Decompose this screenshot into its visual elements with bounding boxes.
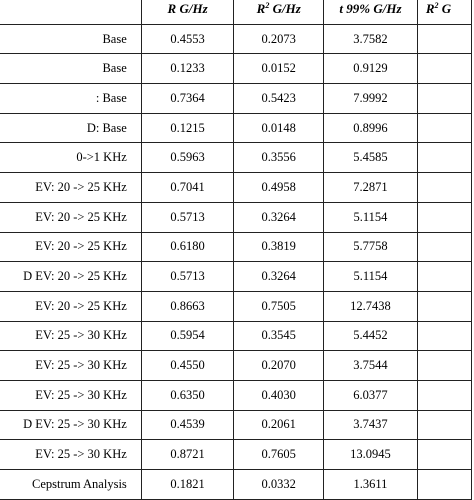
r-squared-value-cell <box>234 173 324 203</box>
r-squared-value-cell <box>234 24 324 54</box>
row-label-text: EV: 25 -> 30 KHz <box>35 328 127 343</box>
t-99-value-cell <box>324 232 418 262</box>
r-value-cell <box>141 84 234 114</box>
r-squared-value-text: 0.3819 <box>261 239 296 254</box>
cut-off-cell <box>417 291 471 321</box>
row-label-cell <box>0 143 141 173</box>
t-99-value-cell <box>324 351 418 381</box>
r-squared-value-cell <box>234 380 324 410</box>
row-label-text: Cepstrum Analysis <box>31 476 127 491</box>
t-99-value-text: 1.3611 <box>353 476 388 491</box>
header-r: R G/Hz <box>141 0 234 24</box>
row-label-text: 0->1 KHz <box>76 150 127 165</box>
t-99-value-text: 5.4452 <box>353 328 388 343</box>
row-label-text: : Base <box>95 90 127 105</box>
row-label-text: EV: 25 -> 30 KHz <box>35 447 127 462</box>
table-row <box>0 262 472 292</box>
cut-off-cell <box>417 173 471 203</box>
cut-off-cell <box>417 232 471 262</box>
row-label-text: EV: 20 -> 25 KHz <box>35 209 127 224</box>
cut-off-cell <box>417 380 471 410</box>
row-label-cell <box>0 321 141 351</box>
r-value-text: 0.6180 <box>170 239 205 254</box>
header-r-squared-cut-unit: G <box>438 1 452 17</box>
r-squared-value-cell <box>234 410 324 440</box>
row-label-cell <box>0 202 141 232</box>
r-value-cell <box>141 232 234 262</box>
t-99-value-cell <box>324 470 418 500</box>
r-value-cell <box>141 262 234 292</box>
r-value-cell <box>141 380 234 410</box>
r-squared-value-cell <box>234 291 324 321</box>
r-value-cell <box>141 202 234 232</box>
r-squared-value-text: 0.3264 <box>261 209 296 224</box>
header-r-squared-base: R <box>256 1 266 17</box>
cut-off-cell <box>417 202 471 232</box>
r-squared-value-cell <box>234 321 324 351</box>
t-99-value-cell <box>324 440 418 470</box>
row-label-cell <box>0 470 141 500</box>
r-value-cell <box>141 113 234 143</box>
r-squared-value-text: 0.3556 <box>261 150 296 165</box>
row-label-cell <box>0 24 141 54</box>
r-value-cell <box>141 351 234 381</box>
table-row <box>0 113 472 143</box>
r-value-text: 0.5963 <box>170 150 205 165</box>
r-value-cell <box>141 440 234 470</box>
table-row <box>0 380 472 410</box>
r-squared-value-cell <box>234 262 324 292</box>
r-squared-value-cell <box>234 470 324 500</box>
row-label-cell <box>0 54 141 84</box>
t-99-value-cell <box>324 113 418 143</box>
r-value-cell <box>141 54 234 84</box>
r-squared-value-cell <box>234 202 324 232</box>
table-row <box>0 24 472 54</box>
row-label-cell <box>0 173 141 203</box>
r-squared-value-text: 0.2061 <box>261 417 296 432</box>
header-r-squared <box>234 0 324 24</box>
header-r-squared-cut <box>417 0 471 24</box>
r-value-text: 0.8663 <box>170 298 205 313</box>
table-row <box>0 410 472 440</box>
r-squared-value-cell <box>234 351 324 381</box>
row-label-cell <box>0 440 141 470</box>
r-squared-value-cell <box>234 84 324 114</box>
table-row <box>0 54 472 84</box>
r-value-text: 0.5713 <box>170 209 205 224</box>
header-r-squared-cut-base: R <box>425 1 435 17</box>
cut-off-cell <box>417 470 471 500</box>
r-value-cell <box>141 410 234 440</box>
t-99-value-cell <box>324 262 418 292</box>
t-99-value-text: 5.4585 <box>353 150 388 165</box>
row-label-text: EV: 20 -> 25 KHz <box>35 239 127 254</box>
table-row <box>0 173 472 203</box>
cut-off-cell <box>417 321 471 351</box>
row-label-cell <box>0 291 141 321</box>
table-row <box>0 470 472 500</box>
r-value-text: 0.7364 <box>170 90 205 105</box>
cut-off-cell <box>417 24 471 54</box>
r-value-text: 0.5713 <box>170 269 205 284</box>
header-t-99: t 99% G/Hz <box>324 0 418 24</box>
r-value-cell <box>141 321 234 351</box>
cut-off-cell <box>417 262 471 292</box>
t-99-value-text: 3.7437 <box>353 417 388 432</box>
t-99-value-cell <box>324 380 418 410</box>
row-label-text: EV: 20 -> 25 KHz <box>35 298 127 313</box>
r-squared-value-text: 0.7605 <box>261 447 296 462</box>
r-value-cell <box>141 24 234 54</box>
table-row <box>0 232 472 262</box>
table-row <box>0 143 472 173</box>
t-99-value-cell <box>324 54 418 84</box>
row-label-text: D: Base <box>86 120 127 135</box>
r-squared-value-text: 0.2070 <box>261 358 296 373</box>
t-99-value-cell <box>324 24 418 54</box>
r-value-text: 0.4539 <box>170 417 205 432</box>
header-r-squared-unit: G/Hz <box>269 1 301 17</box>
r-value-text: 0.1233 <box>170 61 205 76</box>
t-99-value-text: 0.9129 <box>353 61 388 76</box>
t-99-value-text: 3.7582 <box>353 31 388 46</box>
t-99-value-text: 13.0945 <box>350 447 391 462</box>
header-label-cell <box>0 0 141 24</box>
t-99-value-cell <box>324 84 418 114</box>
r-value-text: 0.4550 <box>170 358 205 373</box>
t-99-value-text: 7.9992 <box>353 90 388 105</box>
t-99-value-cell <box>324 173 418 203</box>
t-99-value-text: 3.7544 <box>353 358 388 373</box>
t-99-value-text: 5.7758 <box>353 239 388 254</box>
t-99-value-text: 5.1154 <box>353 209 388 224</box>
row-label-cell <box>0 84 141 114</box>
r-squared-value-text: 0.2073 <box>261 31 296 46</box>
t-99-value-cell <box>324 321 418 351</box>
cut-off-cell <box>417 113 471 143</box>
row-label-cell <box>0 351 141 381</box>
r-squared-value-text: 0.3545 <box>261 328 296 343</box>
r-squared-value-text: 0.7505 <box>261 298 296 313</box>
row-label-text: Base <box>102 31 127 46</box>
row-label-text: EV: 25 -> 30 KHz <box>35 358 127 373</box>
row-label-cell <box>0 410 141 440</box>
r-squared-value-text: 0.4030 <box>261 387 296 402</box>
row-label-cell <box>0 113 141 143</box>
table-row <box>0 351 472 381</box>
r-value-text: 0.5954 <box>170 328 205 343</box>
r-value-text: 0.1821 <box>170 476 205 491</box>
row-label-text: EV: 25 -> 30 KHz <box>35 387 127 402</box>
t-99-value-cell <box>324 202 418 232</box>
r-squared-value-text: 0.0148 <box>261 120 296 135</box>
r-value-cell <box>141 291 234 321</box>
r-squared-value-cell <box>234 54 324 84</box>
cut-off-cell <box>417 351 471 381</box>
r-value-text: 0.7041 <box>170 179 205 194</box>
row-label-cell <box>0 232 141 262</box>
row-label-text: D EV: 25 -> 30 KHz <box>23 417 127 432</box>
row-label-cell <box>0 262 141 292</box>
cut-off-cell <box>417 84 471 114</box>
r-squared-value-cell <box>234 113 324 143</box>
r-squared-value-text: 0.3264 <box>261 269 296 284</box>
r-squared-value-cell <box>234 440 324 470</box>
r-value-text: 0.6350 <box>170 387 205 402</box>
r-value-cell <box>141 470 234 500</box>
row-label-text: D EV: 20 -> 25 KHz <box>23 269 127 284</box>
r-squared-value-text: 0.5423 <box>261 90 296 105</box>
table-row <box>0 321 472 351</box>
header-r-squared-cut-superscript: 2 <box>434 1 439 11</box>
r-squared-value-text: 0.0332 <box>261 476 296 491</box>
t-99-value-cell <box>324 143 418 173</box>
r-value-cell <box>141 173 234 203</box>
r-value-text: 0.4553 <box>170 31 205 46</box>
cut-off-cell <box>417 54 471 84</box>
r-value-text: 0.8721 <box>170 447 205 462</box>
t-99-value-text: 7.2871 <box>353 179 388 194</box>
cut-off-cell <box>417 143 471 173</box>
cut-off-cell <box>417 440 471 470</box>
r-squared-value-cell <box>234 143 324 173</box>
t-99-value-cell <box>324 410 418 440</box>
r-value-cell <box>141 143 234 173</box>
table-row <box>0 440 472 470</box>
row-label-text: Base <box>102 61 127 76</box>
t-99-value-text: 12.7438 <box>350 298 391 313</box>
header-row <box>0 0 472 24</box>
row-label-cell <box>0 380 141 410</box>
t-99-value-text: 0.8996 <box>353 120 388 135</box>
table-row <box>0 84 472 114</box>
table-row <box>0 202 472 232</box>
t-99-value-text: 5.1154 <box>353 269 388 284</box>
t-99-value-text: 6.0377 <box>353 387 388 402</box>
row-label-text: EV: 20 -> 25 KHz <box>35 179 127 194</box>
header-r-squared-superscript: 2 <box>265 1 270 11</box>
cut-off-cell <box>417 410 471 440</box>
r-squared-value-text: 0.0152 <box>261 61 296 76</box>
table-row <box>0 291 472 321</box>
r-squared-value-text: 0.4958 <box>261 179 296 194</box>
t-99-value-cell <box>324 291 418 321</box>
r-squared-value-cell <box>234 232 324 262</box>
r-value-text: 0.1215 <box>170 120 205 135</box>
